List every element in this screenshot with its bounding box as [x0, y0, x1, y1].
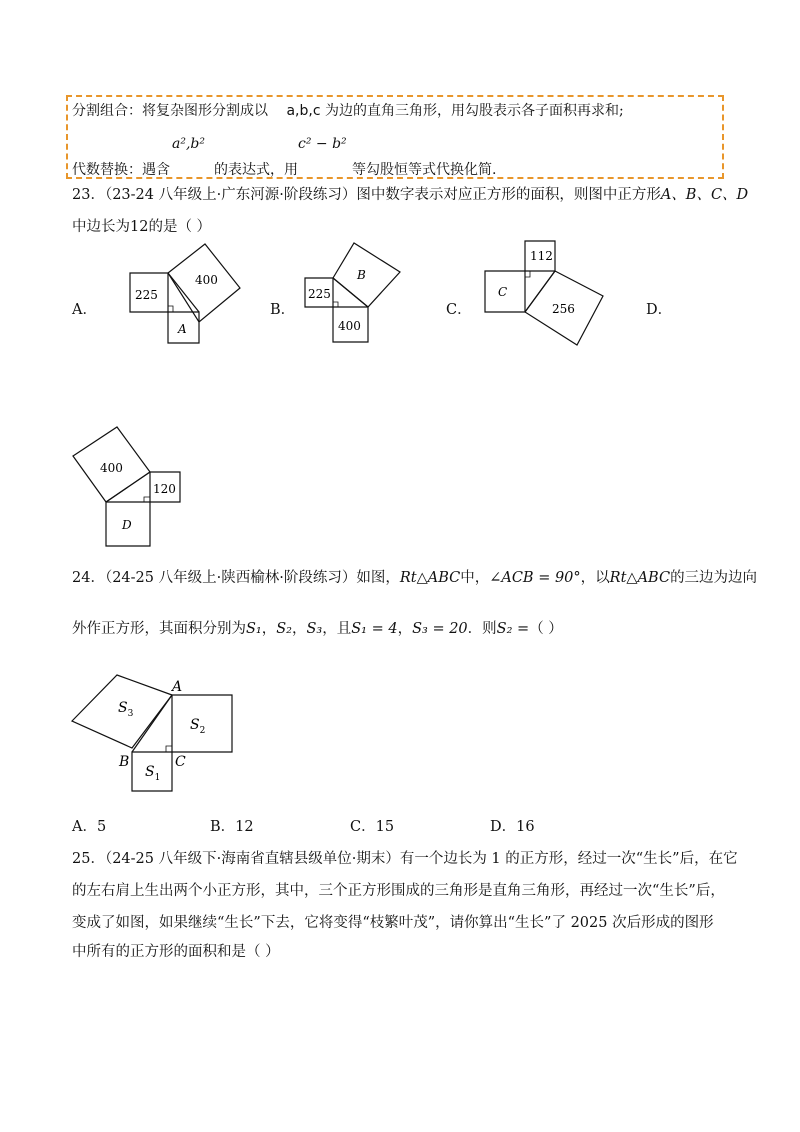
- tip-formula-b: c² − b²: [298, 136, 347, 152]
- q23-d-area-400: 400: [100, 461, 123, 475]
- q24-label-s1: $S_1$: [145, 764, 161, 783]
- q24-stem-line-2: 外作正方形，其面积分别为S₁，S₂，S₃，且S₁ = 4，S₃ = 20．则S₂ =（ ）: [72, 621, 563, 637]
- q23-option-b-label[interactable]: B．: [270, 302, 296, 318]
- q23-option-a-label[interactable]: A．: [72, 302, 97, 318]
- q23-b-area-225: 225: [308, 287, 331, 301]
- q23-c-area-112: 112: [530, 249, 553, 263]
- q23-figure-b[interactable]: [300, 240, 410, 350]
- q24-stem-line-1: 24．（24-25 八年级上·陕西榆林·阶段练习）如图，Rt△ABC中，∠ACB = 90°，以Rt△ABC的三边为边向: [72, 570, 758, 586]
- q24-figure[interactable]: [68, 672, 243, 798]
- q24-label-s2: $S_2$: [190, 717, 206, 736]
- q23-a-area-225: 225: [135, 288, 158, 302]
- q24-option-d[interactable]: D．16: [490, 819, 535, 835]
- q23-stem-line-1: 23．（23-24 八年级上·广东河源·阶段练习）图中数字表示对应正方形的面积，则图中正方形A、B、C、D: [72, 187, 749, 203]
- q25-stem-line-3: 变成了如图，如果继续“生长”下去，它将变得“枝繁叶茂”，请你算出“生长”了 2025 次后形成的图形: [72, 915, 714, 931]
- q23-a-area-400: 400: [195, 273, 218, 287]
- q23-d-unknown: D: [122, 518, 132, 532]
- q23-stem-line-2: 中边长为12的是（ ）: [72, 219, 212, 235]
- q25-stem-line-1: 25．（24-25 八年级下·海南省直辖县级单位·期末）有一个边长为 1 的正方形，经过一次“生长”后，在它: [72, 851, 738, 867]
- q24-vertex-c: C: [175, 754, 186, 770]
- q23-c-unknown: C: [498, 285, 508, 299]
- q23-b-area-400: 400: [338, 319, 361, 333]
- q23-b-unknown: B: [357, 268, 366, 282]
- q24-label-s3: $S_3$: [118, 700, 134, 719]
- q25-stem-line-2: 的左右肩上生出两个小正方形，其中，三个正方形围成的三角形是直角三角形，再经过一次“生长”后，: [72, 883, 725, 899]
- tip-line-2: 代数替换：遇含 的表达式，用 等勾股恒等式代换化简.: [72, 162, 497, 178]
- q23-figure-d[interactable]: [68, 420, 188, 550]
- q24-vertex-b: B: [119, 754, 130, 770]
- q23-figure-c[interactable]: [478, 235, 613, 353]
- q24-option-a[interactable]: A．5: [72, 819, 107, 835]
- q23-figure-a[interactable]: [125, 240, 245, 350]
- tip-formula-a: a²,b²: [172, 136, 205, 152]
- q25-stem-line-4: 中所有的正方形的面积和是（ ）: [72, 944, 280, 960]
- q23-a-unknown: A: [178, 322, 187, 336]
- q24-option-b[interactable]: B．12: [210, 819, 254, 835]
- q24-vertex-a: A: [172, 679, 183, 695]
- q23-d-area-120: 120: [153, 482, 176, 496]
- q23-option-d-label[interactable]: D．: [646, 302, 673, 318]
- q23-option-c-label[interactable]: C．: [446, 302, 472, 318]
- tip-line-1: 分割组合：将复杂图形分割成以 a,b,c 为边的直角三角形，用勾股表示各子面积再求和;: [72, 103, 624, 119]
- q24-option-c[interactable]: C．15: [350, 819, 395, 835]
- q23-c-area-256: 256: [552, 302, 575, 316]
